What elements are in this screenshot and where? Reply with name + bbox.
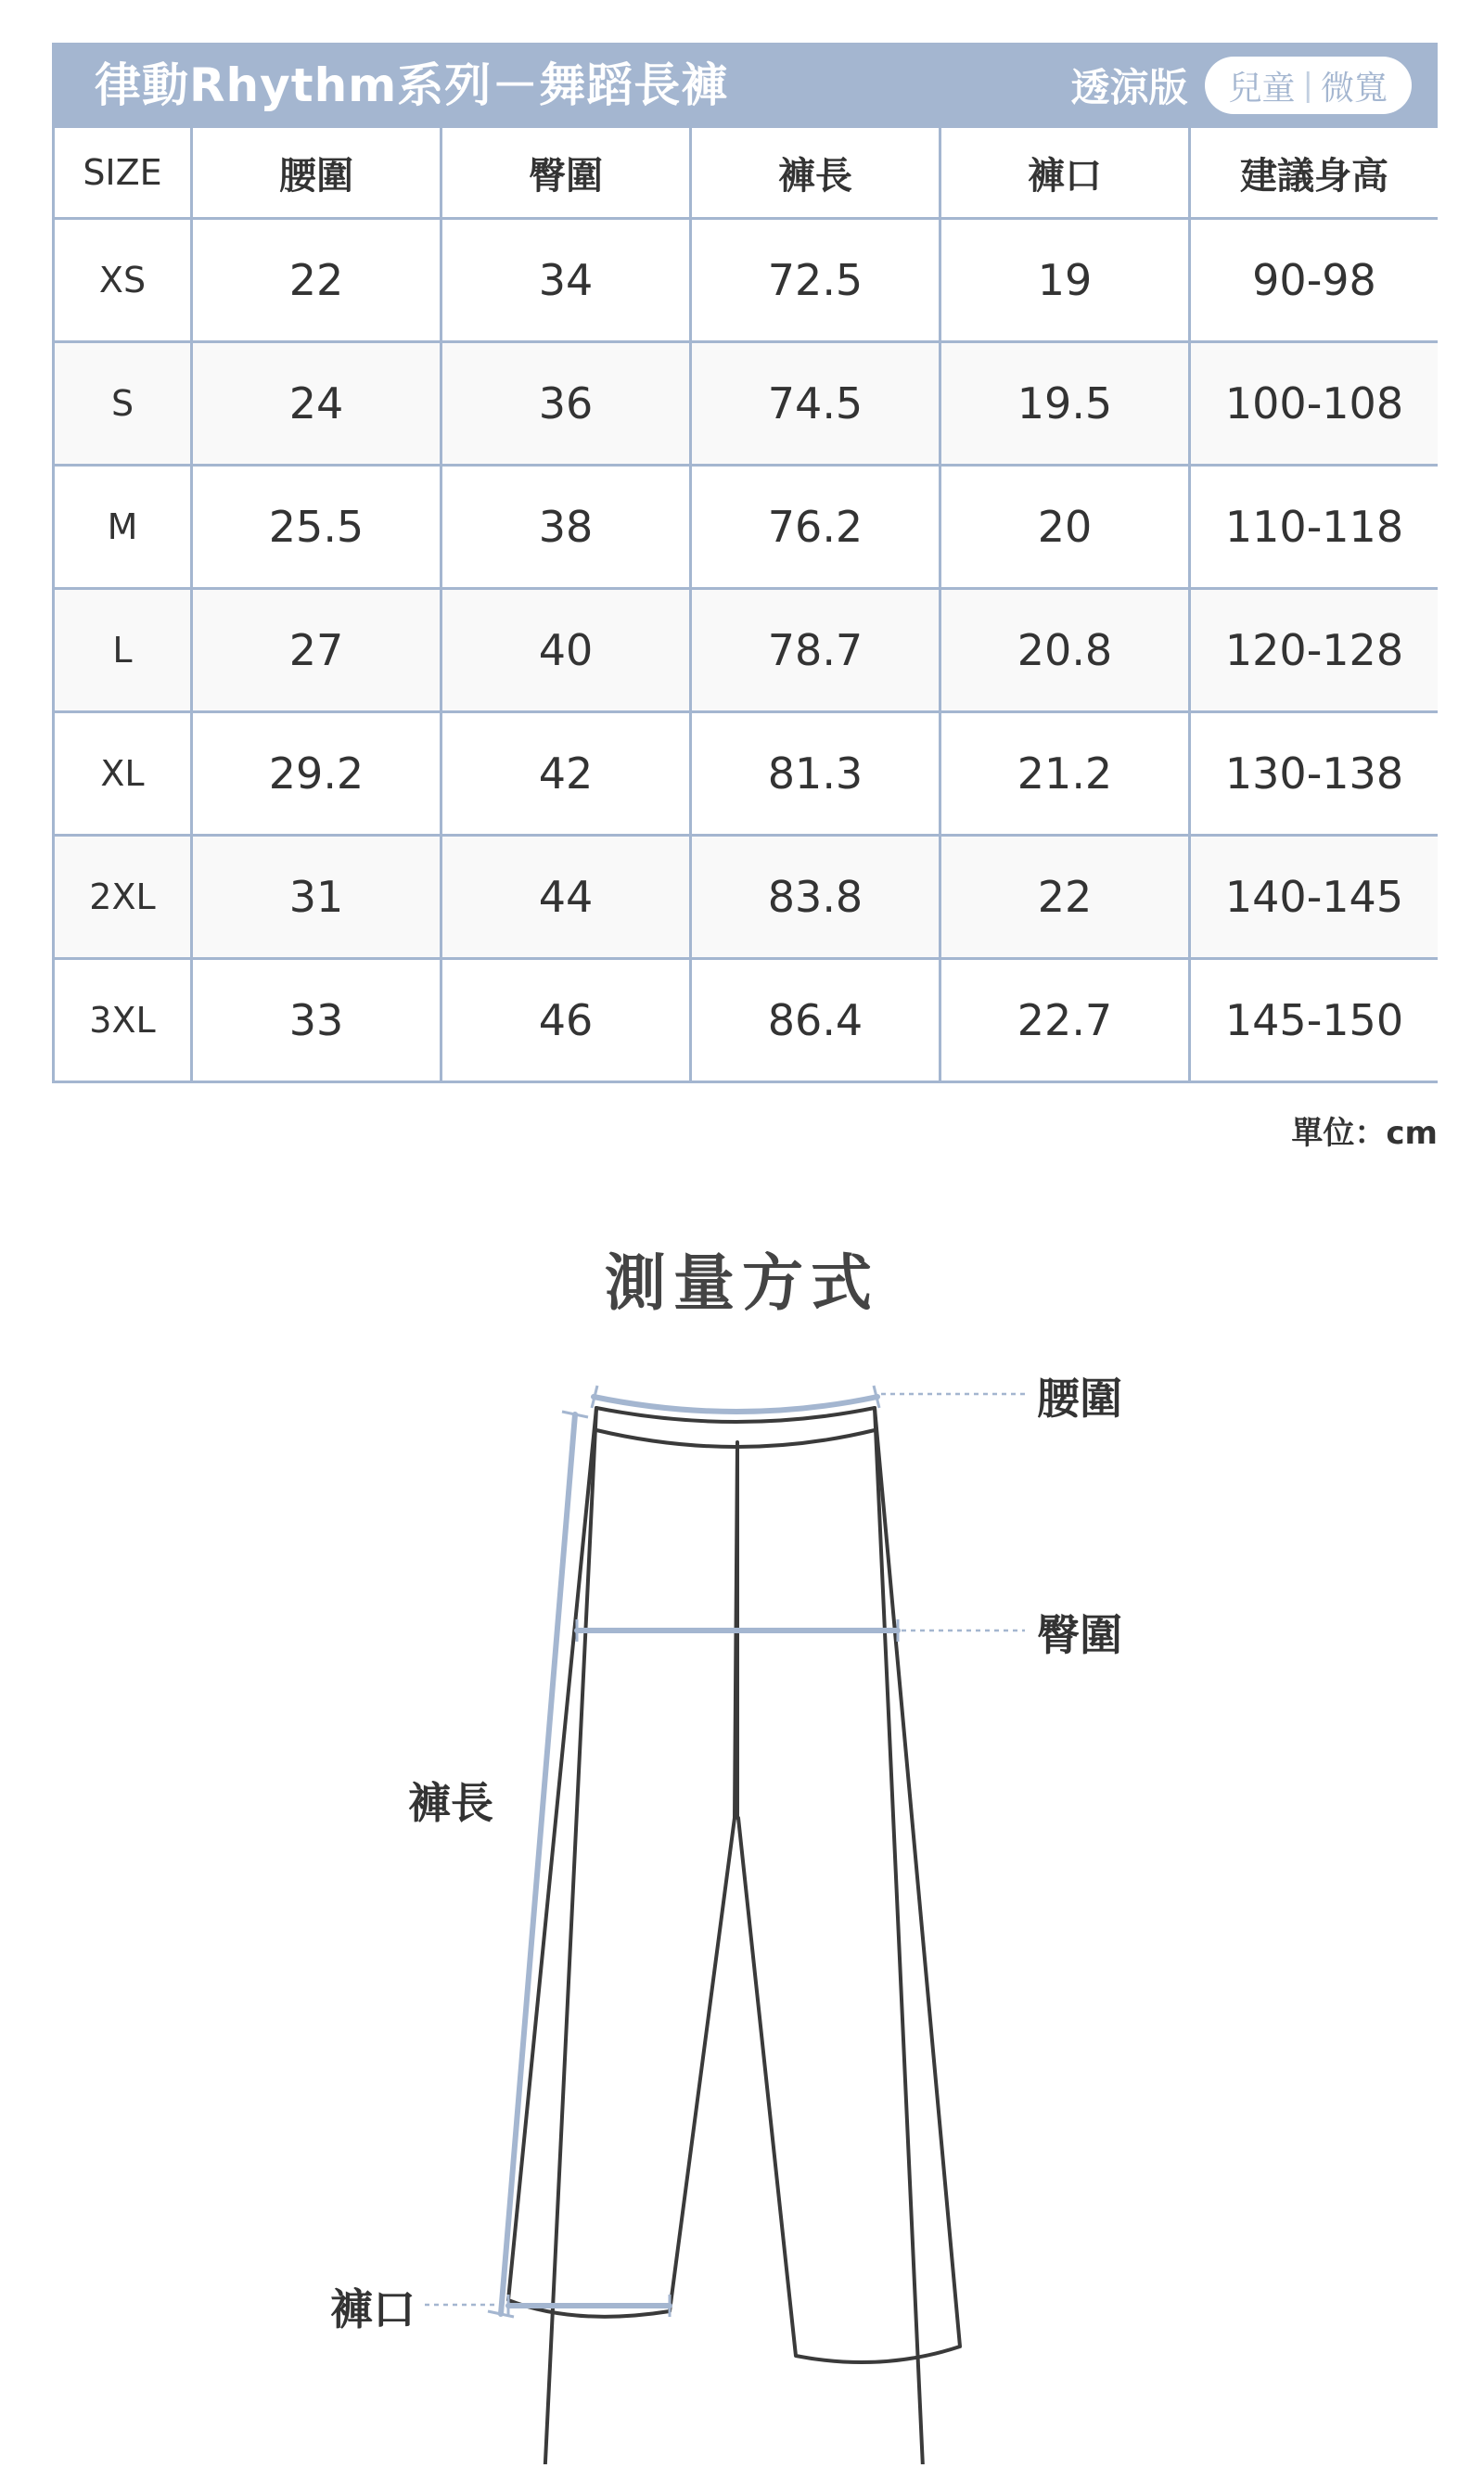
hem-cell: 20 [941, 467, 1188, 587]
table-header-row [55, 128, 1438, 217]
size-cell: 3XL [55, 960, 190, 1081]
height-cell: 100-108 [1191, 343, 1438, 464]
hem-cell: 19 [941, 220, 1188, 340]
waist-cell: 33 [193, 960, 440, 1081]
unit-note: 單位：cm [1291, 1115, 1438, 1152]
measure-title: 測量方式 [605, 1247, 879, 1319]
hip-cell: 36 [442, 343, 689, 464]
hip-cell: 42 [442, 713, 689, 834]
table-row [55, 960, 1438, 1081]
table-row [55, 343, 1438, 464]
height-cell: 110-118 [1191, 467, 1438, 587]
tag-divider: | [1302, 67, 1313, 104]
table-row [55, 467, 1438, 587]
waist-cell: 31 [193, 837, 440, 957]
edition-label: 透涼版 [1070, 65, 1188, 110]
height-cell: 130-138 [1191, 713, 1438, 834]
hem-cell: 21.2 [941, 713, 1188, 834]
header-hip: 臀圍 [442, 128, 689, 217]
hem-cell: 20.8 [941, 590, 1188, 710]
pants-diagram [0, 1298, 1484, 2464]
hem-cell: 22.7 [941, 960, 1188, 1081]
size-cell: S [55, 343, 190, 464]
hem-cell: 22 [941, 837, 1188, 957]
header-size: SIZE [55, 128, 190, 217]
tag-pill [1205, 57, 1413, 114]
hem-label: 褲口 [330, 2284, 416, 2334]
waist-cell: 25.5 [193, 467, 440, 587]
hem-cell: 19.5 [941, 343, 1188, 464]
length-cell: 76.2 [692, 467, 939, 587]
header-length: 褲長 [692, 128, 939, 217]
left-leg-outline [508, 1408, 737, 2317]
waist-cell: 27 [193, 590, 440, 710]
hip-cell: 40 [442, 590, 689, 710]
hip-cell: 34 [442, 220, 689, 340]
tag-kids: 兒童 [1228, 69, 1296, 108]
pants-illustration [0, 1298, 1484, 2464]
size-cell: 2XL [55, 837, 190, 957]
size-cell: M [55, 467, 190, 587]
height-cell: 90-98 [1191, 220, 1438, 340]
length-guide [501, 1414, 575, 2314]
hip-label: 臀圍 [1037, 1610, 1122, 1660]
header-right [1070, 43, 1412, 128]
size-cell: XS [55, 220, 190, 340]
size-cell: XL [55, 713, 190, 834]
chart-header [52, 43, 1438, 128]
height-cell: 120-128 [1191, 590, 1438, 710]
length-cell: 72.5 [692, 220, 939, 340]
hip-cell: 38 [442, 467, 689, 587]
header-height: 建議身高 [1191, 128, 1438, 217]
length-cell: 78.7 [692, 590, 939, 710]
waist-cell: 24 [193, 343, 440, 464]
height-cell: 145-150 [1191, 960, 1438, 1081]
table-row [55, 837, 1438, 957]
waist-cell: 29.2 [193, 713, 440, 834]
waist-label: 腰圍 [1037, 1374, 1122, 1424]
header-waist: 腰圍 [193, 128, 440, 217]
size-cell: L [55, 590, 190, 710]
chart-title: 律動Rhythm系列－舞蹈長褲 [95, 58, 729, 112]
hip-cell: 44 [442, 837, 689, 957]
table-row [55, 713, 1438, 834]
tag-fit: 微寬 [1320, 69, 1388, 108]
length-cell: 74.5 [692, 343, 939, 464]
size-table [52, 125, 1440, 1083]
height-cell: 140-145 [1191, 837, 1438, 957]
length-label: 褲長 [408, 1778, 493, 1828]
right-leg-outline [738, 1408, 960, 2362]
waist-guide [594, 1397, 877, 1412]
length-cell: 86.4 [692, 960, 939, 1081]
length-cell: 81.3 [692, 713, 939, 834]
hip-cell: 46 [442, 960, 689, 1081]
table-row [55, 220, 1438, 340]
length-cell: 83.8 [692, 837, 939, 957]
size-chart [52, 43, 1438, 1083]
table-row [55, 590, 1438, 710]
header-hem: 褲口 [941, 128, 1188, 217]
waist-cell: 22 [193, 220, 440, 340]
